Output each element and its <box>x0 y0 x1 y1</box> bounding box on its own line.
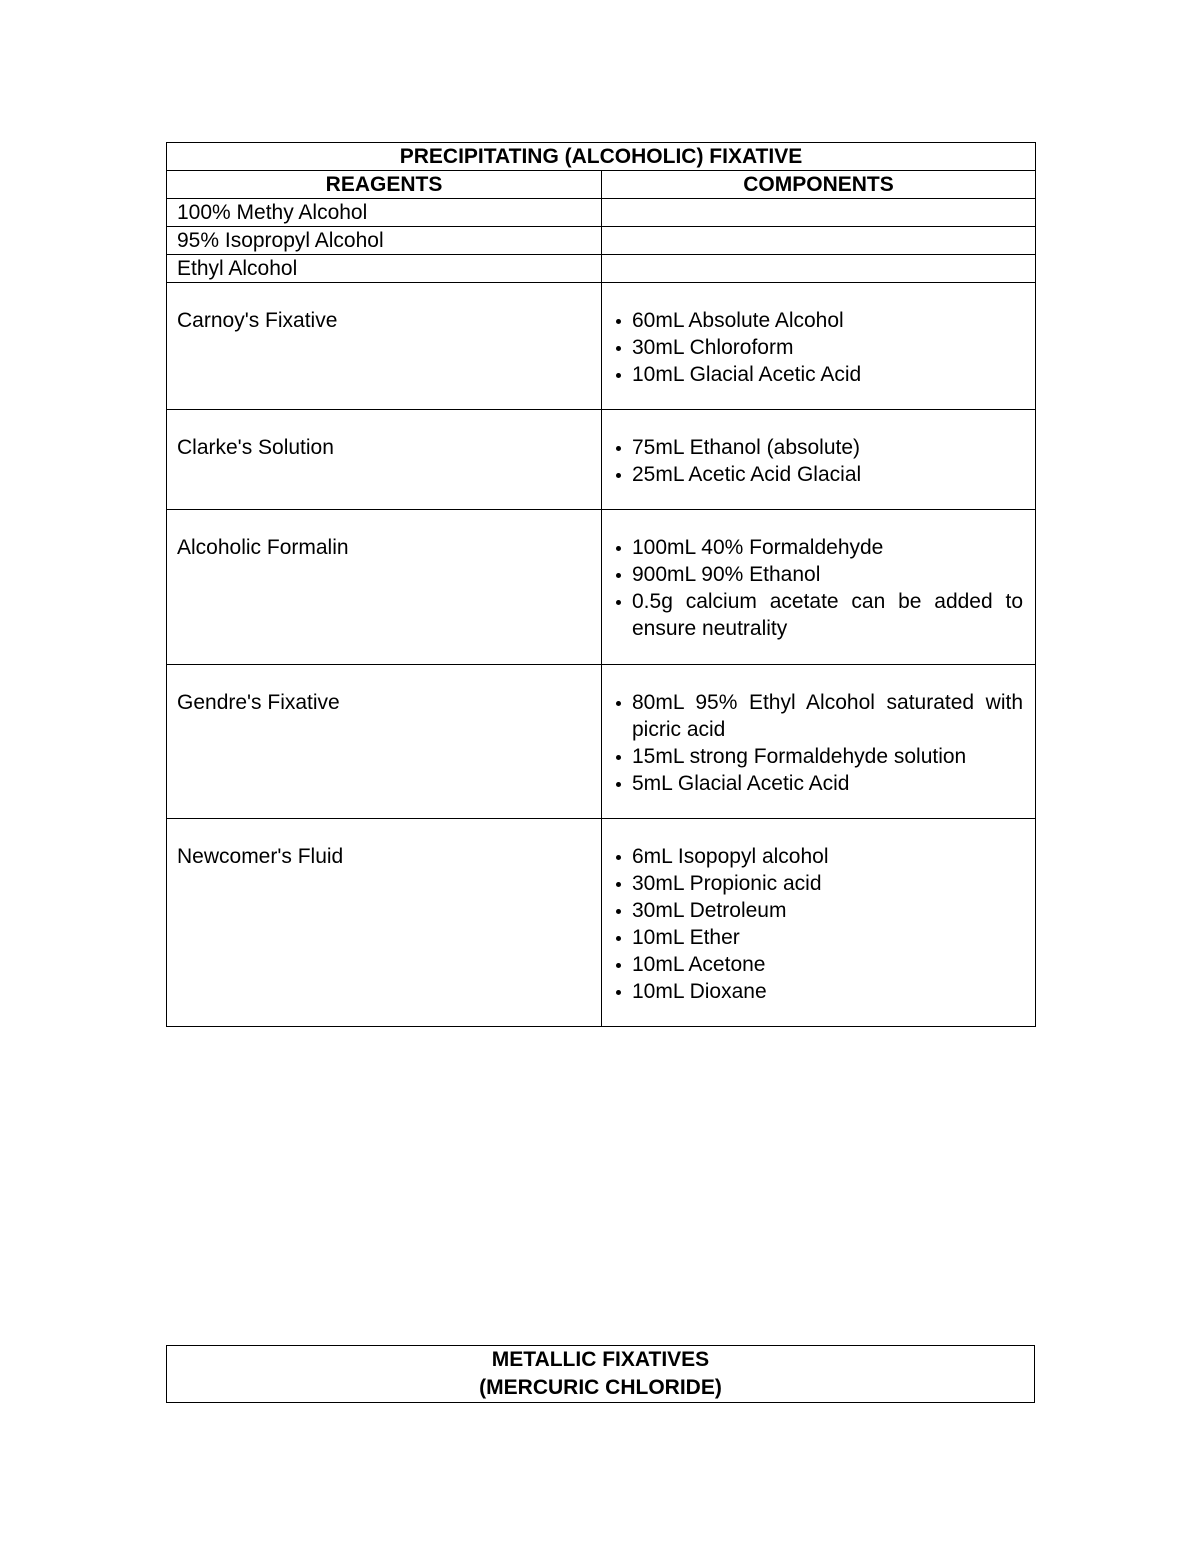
list-item: 60mL Absolute Alcohol <box>612 307 1023 334</box>
list-item: 75mL Ethanol (absolute) <box>612 434 1023 461</box>
list-item: 100mL 40% Formaldehyde <box>612 534 1023 561</box>
list-item: 6mL Isopopyl alcohol <box>612 843 1023 870</box>
list-item: 5mL Glacial Acetic Acid <box>612 770 1023 797</box>
components-cell <box>602 283 1036 410</box>
components-cell <box>602 227 1036 255</box>
reagent-cell: Ethyl Alcohol <box>167 255 602 283</box>
list-item: 10mL Glacial Acetic Acid <box>612 361 1023 388</box>
reagent-cell: Gendre's Fixative <box>167 665 602 819</box>
list-item: 10mL Ether <box>612 924 1023 951</box>
table-title-line: METALLIC FIXATIVES <box>491 1348 710 1371</box>
precipitating-fixative-table <box>166 142 1036 1027</box>
list-item: 25mL Acetic Acid Glacial <box>612 461 1023 488</box>
metallic-fixatives-table <box>166 1345 1035 1403</box>
table-row <box>167 255 1036 283</box>
table-title: PRECIPITATING (ALCOHOLIC) FIXATIVE <box>167 143 1036 171</box>
components-cell <box>602 819 1036 1027</box>
list-item: 15mL strong Formaldehyde solution <box>612 743 1023 770</box>
list-item: 900mL 90% Ethanol <box>612 561 1023 588</box>
reagent-cell: Newcomer's Fluid <box>167 819 602 1027</box>
list-item: 10mL Dioxane <box>612 978 1023 1005</box>
components-list <box>612 307 1023 388</box>
components-cell <box>602 665 1036 819</box>
components-list <box>612 689 1023 797</box>
list-item: 30mL Detroleum <box>612 897 1023 924</box>
reagent-cell: 100% Methy Alcohol <box>167 199 602 227</box>
components-cell <box>602 510 1036 665</box>
reagent-cell: Alcoholic Formalin <box>167 510 602 665</box>
list-item: 0.5g calcium acetate can be added to ensure neutrality <box>612 588 1023 642</box>
components-list <box>612 434 1023 488</box>
reagent-cell: Clarke's Solution <box>167 410 602 510</box>
components-cell <box>602 255 1036 283</box>
list-item: 10mL Acetone <box>612 951 1023 978</box>
table-title <box>167 1346 1035 1403</box>
table-row <box>167 665 1036 819</box>
components-list <box>612 534 1023 642</box>
table-title-line: (MERCURIC CHLORIDE) <box>479 1376 722 1399</box>
reagent-cell: 95% Isopropyl Alcohol <box>167 227 602 255</box>
table-row <box>167 510 1036 665</box>
table-row <box>167 227 1036 255</box>
table-row <box>167 283 1036 410</box>
table-row <box>167 199 1036 227</box>
table-row <box>167 410 1036 510</box>
list-item: 80mL 95% Ethyl Alcohol saturated with picric acid <box>612 689 1023 743</box>
list-item: 30mL Chloroform <box>612 334 1023 361</box>
components-cell <box>602 410 1036 510</box>
list-item: 30mL Propionic acid <box>612 870 1023 897</box>
reagent-cell: Carnoy's Fixative <box>167 283 602 410</box>
column-header-reagents: REAGENTS <box>167 171 602 199</box>
column-header-components: COMPONENTS <box>602 171 1036 199</box>
table-row <box>167 819 1036 1027</box>
components-cell <box>602 199 1036 227</box>
components-list <box>612 843 1023 1005</box>
